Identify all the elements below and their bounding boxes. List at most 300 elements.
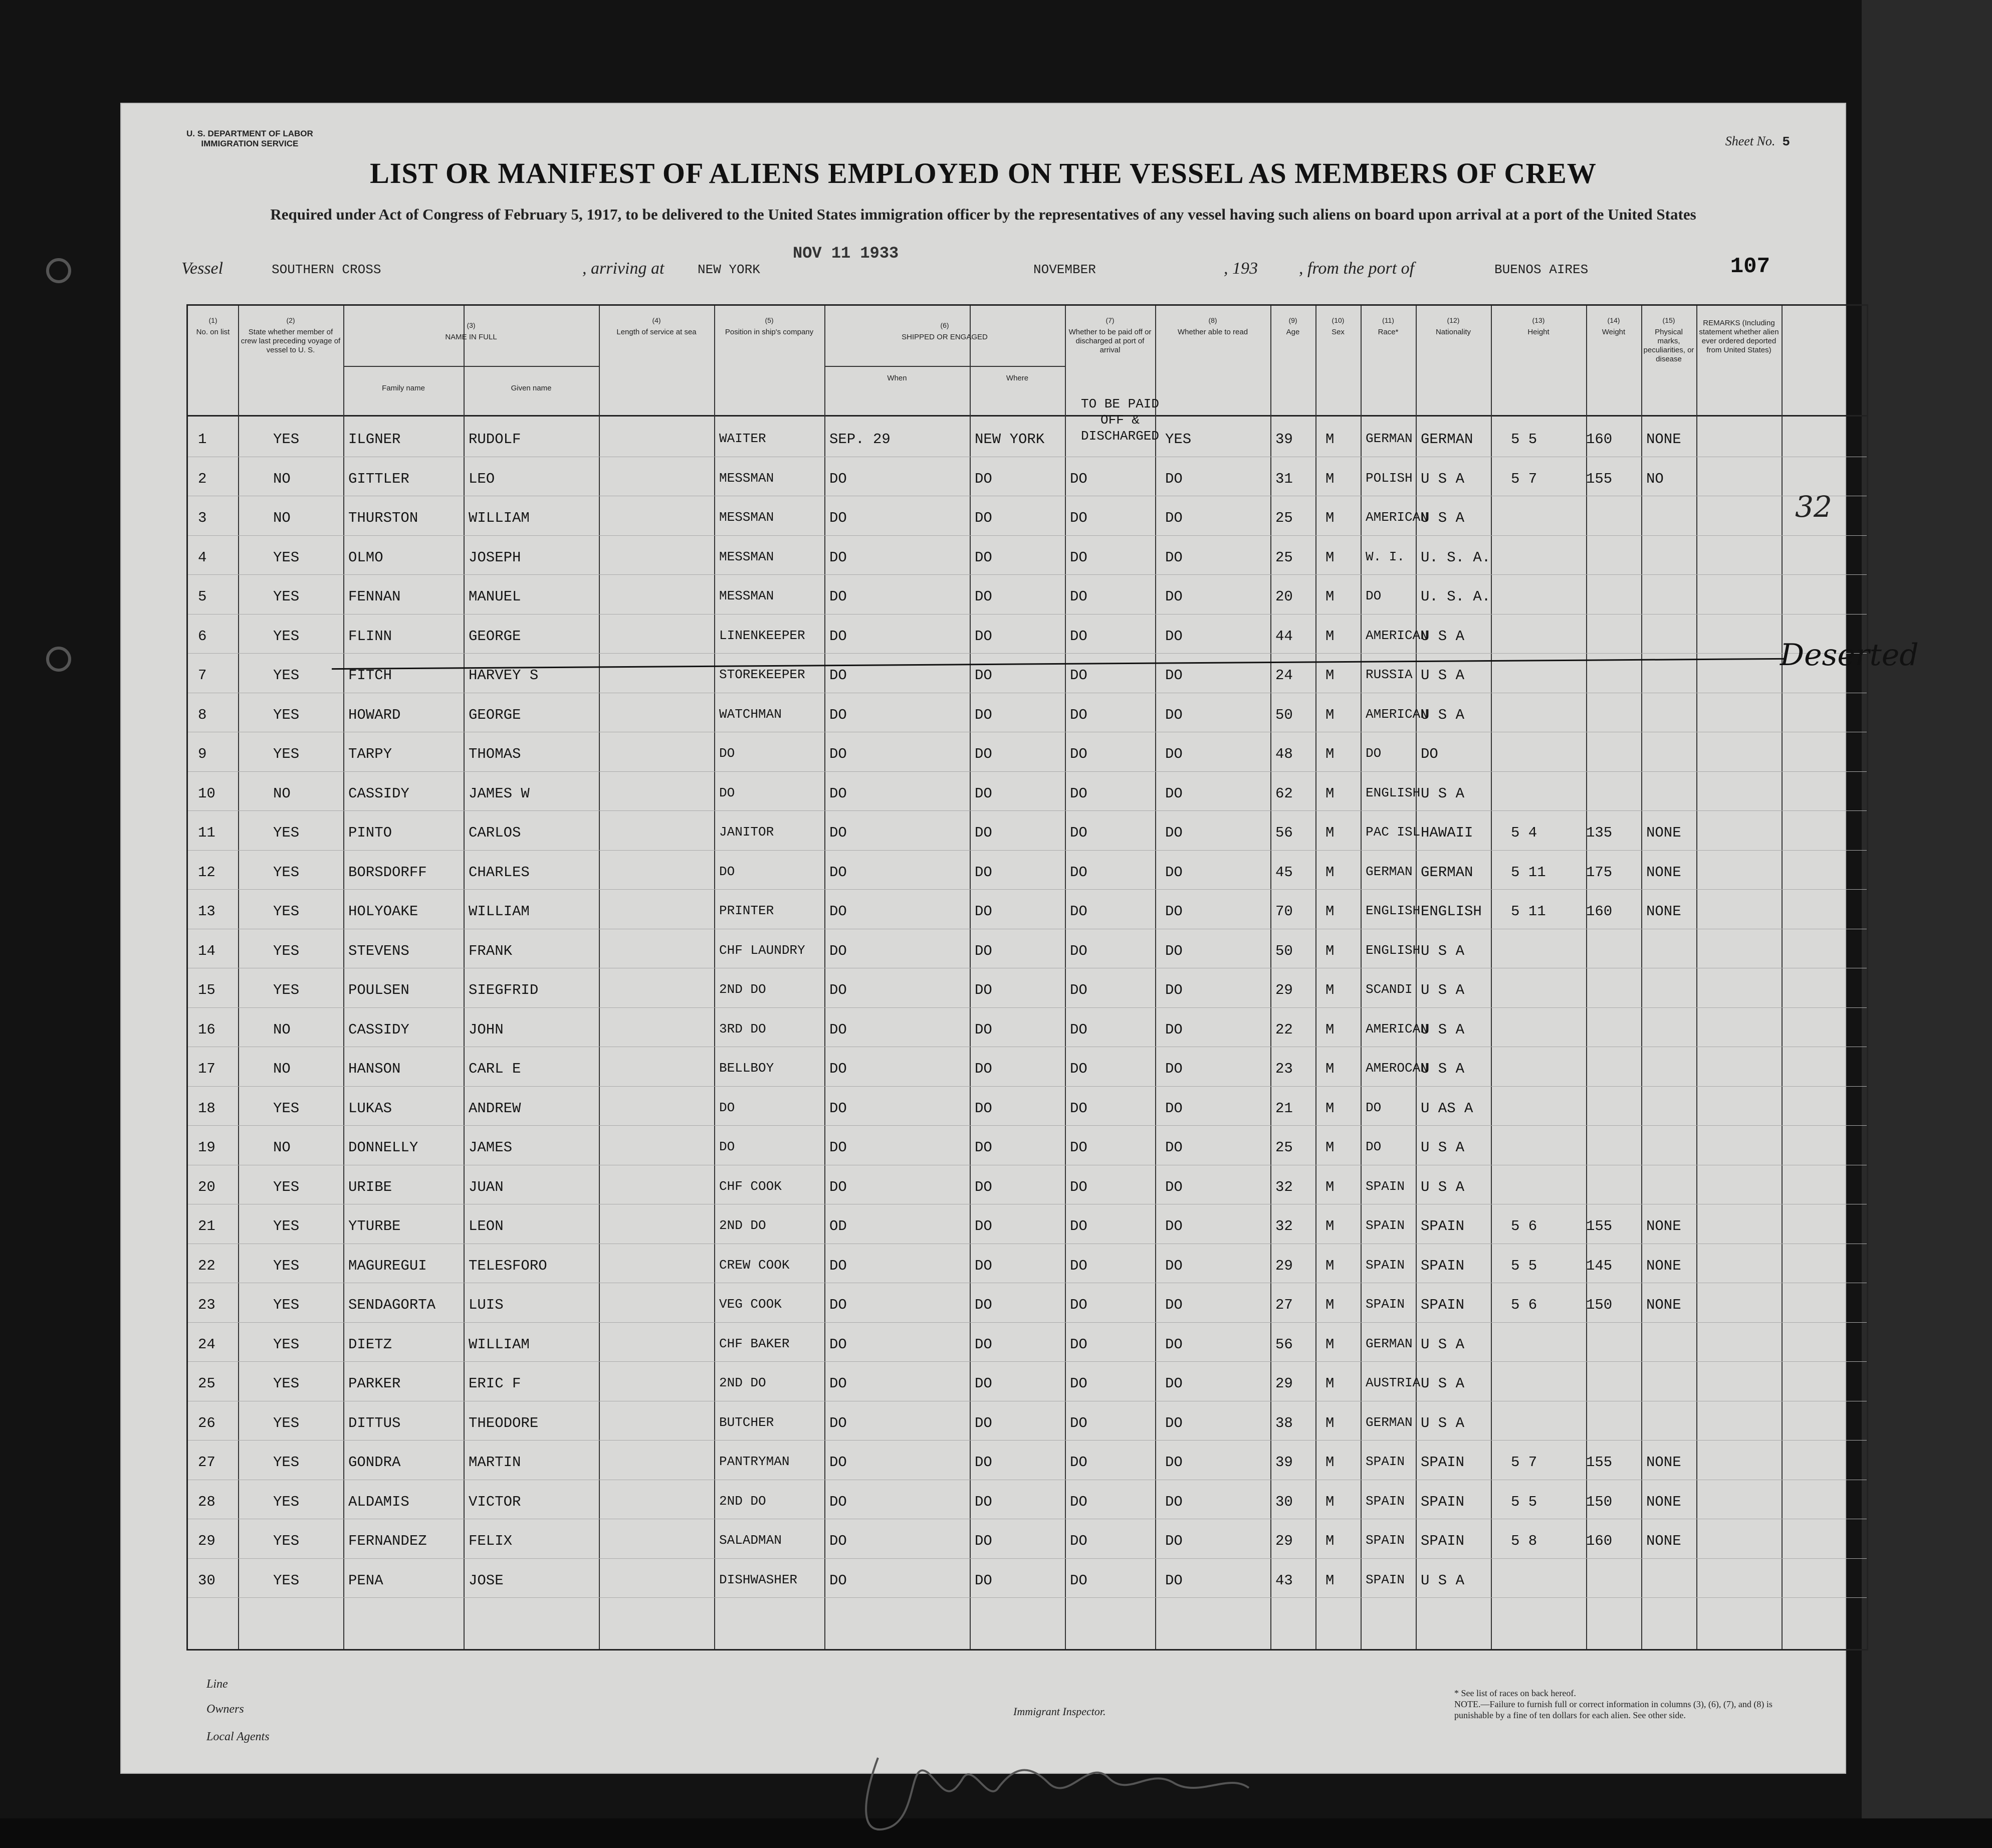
column-label: Age [1286, 328, 1300, 336]
crew-cell-prev: NO [273, 1139, 291, 1156]
crew-cell-when: DO [829, 785, 847, 802]
crew-cell-when: DO [829, 1297, 847, 1313]
crew-cell-race: SPAIN [1366, 1178, 1405, 1194]
column-number: (8) [1208, 316, 1217, 324]
crew-cell-family: DONNELLY [348, 1139, 418, 1156]
crew-cell-sex: M [1325, 746, 1335, 762]
crew-cell-paid: DO [1070, 903, 1087, 920]
crew-table [186, 304, 1868, 1651]
crew-cell-weight: 150 [1586, 1297, 1613, 1313]
crew-cell-given: GEORGE [469, 628, 521, 645]
crew-cell-age: 48 [1275, 746, 1293, 762]
crew-cell-where: DO [975, 667, 992, 684]
crew-cell-nat: U S A [1421, 785, 1465, 802]
crew-cell-nat: SPAIN [1421, 1454, 1465, 1471]
crew-cell-marks: NONE [1646, 431, 1681, 448]
crew-cell-family: POULSEN [348, 982, 409, 998]
row-rule [188, 771, 1867, 772]
crew-cell-no: 5 [198, 588, 207, 605]
departure-port: BUENOS AIRES [1494, 262, 1589, 277]
binder-ring [46, 258, 71, 283]
column-label: Sex [1332, 328, 1345, 336]
row-rule [188, 1086, 1867, 1087]
crew-cell-prev: NO [273, 1021, 291, 1038]
crew-cell-when: DO [829, 903, 847, 920]
crew-cell-given: LEON [469, 1218, 504, 1235]
crew-cell-weight: 135 [1586, 825, 1613, 841]
column-label: Whether able to read [1177, 328, 1248, 336]
crew-cell-prev: YES [273, 825, 300, 841]
column-header [1067, 316, 1153, 355]
crew-cell-given: SIEGFRID [469, 982, 539, 998]
crew-cell-family: SENDAGORTA [348, 1297, 436, 1313]
crew-cell-race: PAC ISL [1366, 825, 1421, 840]
row-rule [188, 653, 1867, 654]
crew-cell-family: PENA [348, 1572, 383, 1589]
crew-cell-prev: YES [273, 903, 300, 920]
crew-cell-read: DO [1165, 1100, 1183, 1117]
crew-cell-weight: 160 [1586, 1533, 1613, 1549]
crew-cell-position: JANITOR [719, 825, 774, 840]
crew-cell-paid: DO [1070, 628, 1087, 645]
crew-cell-age: 29 [1275, 1257, 1293, 1274]
column-header [972, 371, 1063, 383]
crew-cell-weight: 145 [1586, 1257, 1613, 1274]
year-label: , 193 [1224, 259, 1258, 278]
column-number: (1) [208, 316, 217, 324]
crew-cell-position: DO [719, 1139, 735, 1154]
crew-cell-given: LEO [469, 470, 495, 487]
crew-cell-sex: M [1325, 706, 1335, 723]
crew-cell-prev: YES [273, 1257, 300, 1274]
crew-cell-when: DO [829, 1414, 847, 1431]
crew-cell-position: MESSMAN [719, 470, 774, 486]
crew-cell-family: PINTO [348, 825, 392, 841]
crew-cell-sex: M [1325, 903, 1335, 920]
crew-cell-family: ILGNER [348, 431, 401, 448]
crew-cell-prev: YES [273, 864, 300, 881]
crew-cell-paid: DO [1070, 746, 1087, 762]
crew-cell-height: 5 6 [1511, 1297, 1537, 1313]
vessel-name: SOUTHERN CROSS [272, 262, 381, 277]
crew-cell-where: DO [975, 470, 992, 487]
crew-cell-race: AMERICAN [1366, 1021, 1428, 1037]
crew-cell-age: 62 [1275, 785, 1293, 802]
crew-cell-nat: U S A [1421, 1572, 1465, 1589]
crew-cell-race: ENGLISH [1366, 903, 1421, 918]
crew-cell-no: 18 [198, 1100, 215, 1117]
column-number: (10) [1332, 316, 1345, 324]
column-divider [599, 306, 600, 1649]
crew-cell-nat: ENGLISH [1421, 903, 1482, 920]
crew-cell-nat: U S A [1421, 1375, 1465, 1392]
crew-cell-race: SPAIN [1366, 1218, 1405, 1233]
crew-cell-given: CHARLES [469, 864, 530, 881]
crew-cell-family: STEVENS [348, 942, 409, 959]
column-header [601, 316, 712, 337]
crew-cell-no: 13 [198, 903, 215, 920]
crew-cell-given: FRANK [469, 942, 513, 959]
crew-cell-given: THEODORE [469, 1414, 539, 1431]
crew-cell-no: 27 [198, 1454, 215, 1471]
crew-cell-age: 32 [1275, 1218, 1293, 1235]
crew-cell-position: DO [719, 746, 735, 761]
column-header [1493, 316, 1584, 337]
crew-cell-weight: 155 [1586, 1218, 1613, 1235]
sheet-value: 5 [1782, 134, 1790, 149]
crew-cell-sex: M [1325, 470, 1335, 487]
crew-cell-where: DO [975, 1414, 992, 1431]
crew-cell-no: 11 [198, 825, 215, 841]
column-header [1588, 316, 1639, 337]
crew-cell-weight: 155 [1586, 470, 1613, 487]
crew-cell-where: DO [975, 982, 992, 998]
crew-cell-no: 8 [198, 706, 207, 723]
crew-cell-prev: YES [273, 1218, 300, 1235]
crew-cell-where: DO [975, 942, 992, 959]
binder-ring [46, 647, 71, 672]
crew-cell-read: DO [1165, 1336, 1183, 1353]
crew-cell-race: AMEROCAN [1366, 1061, 1428, 1076]
crew-cell-when: DO [829, 1533, 847, 1549]
crew-cell-age: 29 [1275, 1533, 1293, 1549]
sheet-label: Sheet No. [1725, 134, 1776, 148]
inspector-signature [848, 1728, 1274, 1848]
crew-cell-sex: M [1325, 549, 1335, 566]
crew-cell-given: TELESFORO [469, 1257, 547, 1274]
crew-cell-when: DO [829, 1178, 847, 1195]
crew-cell-read: DO [1165, 667, 1183, 684]
row-rule [188, 1322, 1867, 1323]
crew-cell-given: HARVEY S [469, 667, 539, 684]
crew-cell-family: YTURBE [348, 1218, 401, 1235]
crew-cell-sex: M [1325, 1257, 1335, 1274]
crew-cell-sex: M [1325, 1178, 1335, 1195]
inspector-label: Immigrant Inspector. [1013, 1705, 1106, 1718]
column-number: (15) [1662, 316, 1675, 324]
crew-cell-given: MARTIN [469, 1454, 521, 1471]
crew-cell-no: 9 [198, 746, 207, 762]
crew-cell-position: 3RD DO [719, 1021, 766, 1037]
crew-cell-position: MESSMAN [719, 588, 774, 603]
column-label: Length of service at sea [616, 328, 697, 336]
crew-cell-nat: U S A [1421, 1414, 1465, 1431]
crew-cell-position: PANTRYMAN [719, 1454, 790, 1469]
crew-cell-sex: M [1325, 1375, 1335, 1392]
crew-cell-nat: U. S. A. [1421, 549, 1491, 566]
column-divider [343, 306, 344, 1649]
from-port-label: , from the port of [1299, 259, 1415, 278]
crew-cell-sex: M [1325, 588, 1335, 605]
crew-cell-given: WILLIAM [469, 510, 530, 526]
column-divider [714, 306, 715, 1649]
crew-cell-nat: U S A [1421, 1139, 1465, 1156]
crew-cell-read: DO [1165, 470, 1183, 487]
crew-cell-nat: DO [1421, 746, 1438, 762]
crew-cell-when: DO [829, 1336, 847, 1353]
crew-cell-family: URIBE [348, 1178, 392, 1195]
crew-cell-age: 29 [1275, 1375, 1293, 1392]
crew-cell-where: DO [975, 746, 992, 762]
crew-cell-position: CHF COOK [719, 1178, 782, 1194]
penalty-note: NOTE.—Failure to furnish full or correct information in columns (3), (6), (7), and (8) is punishable by a fine of ten dollars for each alien. See other side. [1454, 1699, 1773, 1720]
crew-cell-age: 43 [1275, 1572, 1293, 1589]
crew-cell-age: 39 [1275, 431, 1293, 448]
crew-cell-prev: YES [273, 588, 300, 605]
crew-cell-no: 3 [198, 510, 207, 526]
crew-cell-sex: M [1325, 1493, 1335, 1510]
column-divider [1416, 306, 1417, 1649]
crew-cell-nat: U S A [1421, 1178, 1465, 1195]
crew-cell-position: WAITER [719, 431, 766, 446]
crew-cell-sex: M [1325, 1218, 1335, 1235]
crew-cell-race: POLISH [1366, 470, 1413, 486]
crew-cell-given: ERIC F [469, 1375, 521, 1392]
crew-cell-given: JOSEPH [469, 549, 521, 566]
crew-cell-read: DO [1165, 628, 1183, 645]
crew-cell-paid: DO [1070, 1375, 1087, 1392]
crew-cell-read: DO [1165, 1414, 1183, 1431]
column-label: Given name [511, 384, 552, 392]
crew-cell-family: FERNANDEZ [348, 1533, 427, 1549]
crew-cell-paid: DO [1070, 588, 1087, 605]
crew-cell-no: 26 [198, 1414, 215, 1431]
crew-cell-where: DO [975, 1454, 992, 1471]
crew-cell-paid: DO [1070, 1414, 1087, 1431]
crew-cell-family: DIETZ [348, 1336, 392, 1353]
crew-cell-when: DO [829, 825, 847, 841]
crew-cell-sex: M [1325, 1533, 1335, 1549]
crew-cell-family: FITCH [348, 667, 392, 684]
crew-cell-paid: DO [1070, 1336, 1087, 1353]
crew-cell-nat: U S A [1421, 510, 1465, 526]
crew-cell-when: DO [829, 1454, 847, 1471]
crew-cell-age: 39 [1275, 1454, 1293, 1471]
crew-cell-sex: M [1325, 982, 1335, 998]
crew-cell-no: 19 [198, 1139, 215, 1156]
crew-cell-sex: M [1325, 667, 1335, 684]
arrival-port: NEW YORK [698, 262, 760, 277]
column-header [1317, 316, 1359, 337]
crew-cell-family: BORSDORFF [348, 864, 427, 881]
crew-cell-position: 2ND DO [719, 1218, 766, 1233]
column-divider [1696, 306, 1697, 1649]
crew-cell-prev: YES [273, 982, 300, 998]
crew-cell-when: DO [829, 1021, 847, 1038]
crew-cell-no: 29 [198, 1533, 215, 1549]
crew-cell-when: SEP. 29 [829, 431, 891, 448]
column-header [826, 321, 1063, 342]
crew-cell-sex: M [1325, 1336, 1335, 1353]
page-subtitle: Required under Act of Congress of February 5, 1917, to be delivered to the United States immigration officer by the representatives of any vessel having such aliens on board upon arrival at a port of the United States [270, 206, 1696, 223]
column-number: (6) [940, 321, 949, 329]
crew-cell-when: DO [829, 942, 847, 959]
crew-cell-race: GERMAN [1366, 1336, 1413, 1351]
crew-cell-when: DO [829, 1139, 847, 1156]
crew-cell-prev: YES [273, 549, 300, 566]
arrival-month: NOVEMBER [1033, 262, 1096, 277]
crew-cell-family: HOLYOAKE [348, 903, 418, 920]
crew-cell-age: 56 [1275, 825, 1293, 841]
crew-cell-race: AMERICAN [1366, 706, 1428, 722]
crew-cell-position: DISHWASHER [719, 1572, 798, 1587]
crew-cell-read: DO [1165, 588, 1183, 605]
crew-cell-sex: M [1325, 1061, 1335, 1077]
crew-cell-when: DO [829, 510, 847, 526]
crew-cell-race: ENGLISH [1366, 942, 1421, 958]
row-rule [188, 889, 1867, 890]
column-divider [1586, 306, 1587, 1649]
crew-cell-prev: NO [273, 1061, 291, 1077]
crew-cell-given: THOMAS [469, 746, 521, 762]
column-divider [1641, 306, 1642, 1649]
crew-cell-race: GERMAN [1366, 1414, 1413, 1430]
crew-cell-family: OLMO [348, 549, 383, 566]
row-rule [188, 1558, 1867, 1559]
crew-cell-marks: NO [1646, 470, 1664, 487]
crew-cell-nat: U S A [1421, 942, 1465, 959]
crew-cell-no: 14 [198, 942, 215, 959]
crew-cell-position: 2ND DO [719, 1493, 766, 1509]
crew-cell-race: SPAIN [1366, 1257, 1405, 1273]
crew-cell-race: SPAIN [1366, 1533, 1405, 1548]
subheader-divider [824, 366, 1065, 367]
crew-cell-nat: SPAIN [1421, 1493, 1465, 1510]
crew-cell-marks: NONE [1646, 864, 1681, 881]
crew-cell-position: PRINTER [719, 903, 774, 918]
crew-cell-age: 25 [1275, 549, 1293, 566]
crew-cell-paid: DO [1070, 1493, 1087, 1510]
crew-cell-race: GERMAN [1366, 431, 1413, 446]
crew-cell-prev: YES [273, 1100, 300, 1117]
crew-cell-sex: M [1325, 785, 1335, 802]
crew-cell-paid: DO [1070, 1178, 1087, 1195]
crew-cell-given: CARL E [469, 1061, 521, 1077]
crew-cell-when: DO [829, 1257, 847, 1274]
crew-cell-where: DO [975, 1375, 992, 1392]
form-department [186, 129, 313, 149]
crew-cell-prev: NO [273, 510, 291, 526]
crew-cell-race: SPAIN [1366, 1297, 1405, 1312]
crew-cell-read: DO [1165, 1533, 1183, 1549]
crew-cell-position: MESSMAN [719, 549, 774, 564]
crew-cell-read: DO [1165, 1139, 1183, 1156]
crew-cell-read: DO [1165, 982, 1183, 998]
crew-cell-no: 17 [198, 1061, 215, 1077]
column-label: State whether member of crew last preceding voyage of vessel to U. S. [241, 328, 341, 354]
column-label: Race* [1378, 328, 1399, 336]
row-rule [188, 1440, 1867, 1441]
column-number: (4) [652, 316, 661, 324]
crew-cell-where: DO [975, 903, 992, 920]
column-header [1698, 316, 1780, 355]
crew-cell-weight: 160 [1586, 903, 1613, 920]
binder-edge [1862, 0, 1992, 1818]
crew-cell-weight: 155 [1586, 1454, 1613, 1471]
crew-cell-when: DO [829, 1061, 847, 1077]
crew-cell-when: OD [829, 1218, 847, 1235]
crew-cell-family: FLINN [348, 628, 392, 645]
crew-cell-prev: YES [273, 431, 300, 448]
crew-cell-paid: DO [1070, 706, 1087, 723]
crew-cell-read: DO [1165, 1257, 1183, 1274]
crew-cell-no: 6 [198, 628, 207, 645]
crew-cell-sex: M [1325, 1100, 1335, 1117]
column-header [345, 321, 597, 342]
crew-cell-read: DO [1165, 942, 1183, 959]
crew-cell-where: DO [975, 864, 992, 881]
crew-cell-read: DO [1165, 746, 1183, 762]
crew-cell-race: GERMAN [1366, 864, 1413, 879]
column-number: (5) [765, 316, 774, 324]
crew-cell-read: DO [1165, 706, 1183, 723]
local-agents-label: Local Agents [206, 1730, 270, 1743]
crew-cell-no: 20 [198, 1178, 215, 1195]
crew-cell-family: CASSIDY [348, 1021, 409, 1038]
crew-cell-nat: U S A [1421, 628, 1465, 645]
crew-cell-age: 25 [1275, 1139, 1293, 1156]
crew-cell-paid: TO BE PAID OFF & DISCHARGED [1080, 396, 1160, 444]
crew-cell-nat: U S A [1421, 982, 1465, 998]
crew-cell-prev: YES [273, 1572, 300, 1589]
crew-cell-paid: DO [1070, 982, 1087, 998]
row-rule [188, 1007, 1867, 1008]
footnote [1454, 1688, 1805, 1721]
column-label: Family name [382, 384, 425, 392]
column-number: (3) [467, 321, 476, 329]
crew-cell-paid: DO [1070, 549, 1087, 566]
column-divider [1155, 306, 1156, 1649]
crew-cell-given: CARLOS [469, 825, 521, 841]
crew-cell-position: BUTCHER [719, 1414, 774, 1430]
crew-cell-sex: M [1325, 1297, 1335, 1313]
crew-cell-family: LUKAS [348, 1100, 392, 1117]
crew-cell-where: DO [975, 1533, 992, 1549]
crew-cell-nat: U S A [1421, 1336, 1465, 1353]
crew-cell-paid: DO [1070, 1100, 1087, 1117]
crew-cell-where: DO [975, 1297, 992, 1313]
crew-cell-race: AMERICAN [1366, 628, 1428, 643]
column-divider [1270, 306, 1271, 1649]
service-label: IMMIGRATION SERVICE [201, 139, 299, 148]
crew-cell-when: DO [829, 588, 847, 605]
column-label: Physical marks, peculiarities, or disease [1643, 328, 1694, 363]
crew-cell-race: AMERICAN [1366, 510, 1428, 525]
crew-cell-family: FENNAN [348, 588, 401, 605]
sheet-number [1725, 134, 1790, 149]
crew-cell-sex: M [1325, 1414, 1335, 1431]
crew-cell-prev: YES [273, 746, 300, 762]
crew-cell-no: 15 [198, 982, 215, 998]
crew-cell-race: SPAIN [1366, 1572, 1405, 1587]
crew-cell-read: DO [1165, 1178, 1183, 1195]
crew-cell-where: DO [975, 628, 992, 645]
crew-cell-position: DO [719, 864, 735, 879]
crew-cell-position: DO [719, 785, 735, 800]
crew-cell-paid: DO [1070, 510, 1087, 526]
column-label: No. on list [196, 328, 230, 336]
crew-cell-prev: YES [273, 1297, 300, 1313]
crew-cell-family: MAGUREGUI [348, 1257, 427, 1274]
crew-cell-race: DO [1366, 1100, 1382, 1115]
crew-cell-family: PARKER [348, 1375, 401, 1392]
race-note: * See list of races on back hereof. [1454, 1688, 1576, 1698]
column-divider [824, 306, 825, 1649]
crew-cell-sex: M [1325, 1454, 1335, 1471]
column-divider [238, 306, 239, 1649]
header-divider [188, 415, 1867, 417]
crew-cell-given: WILLIAM [469, 1336, 530, 1353]
